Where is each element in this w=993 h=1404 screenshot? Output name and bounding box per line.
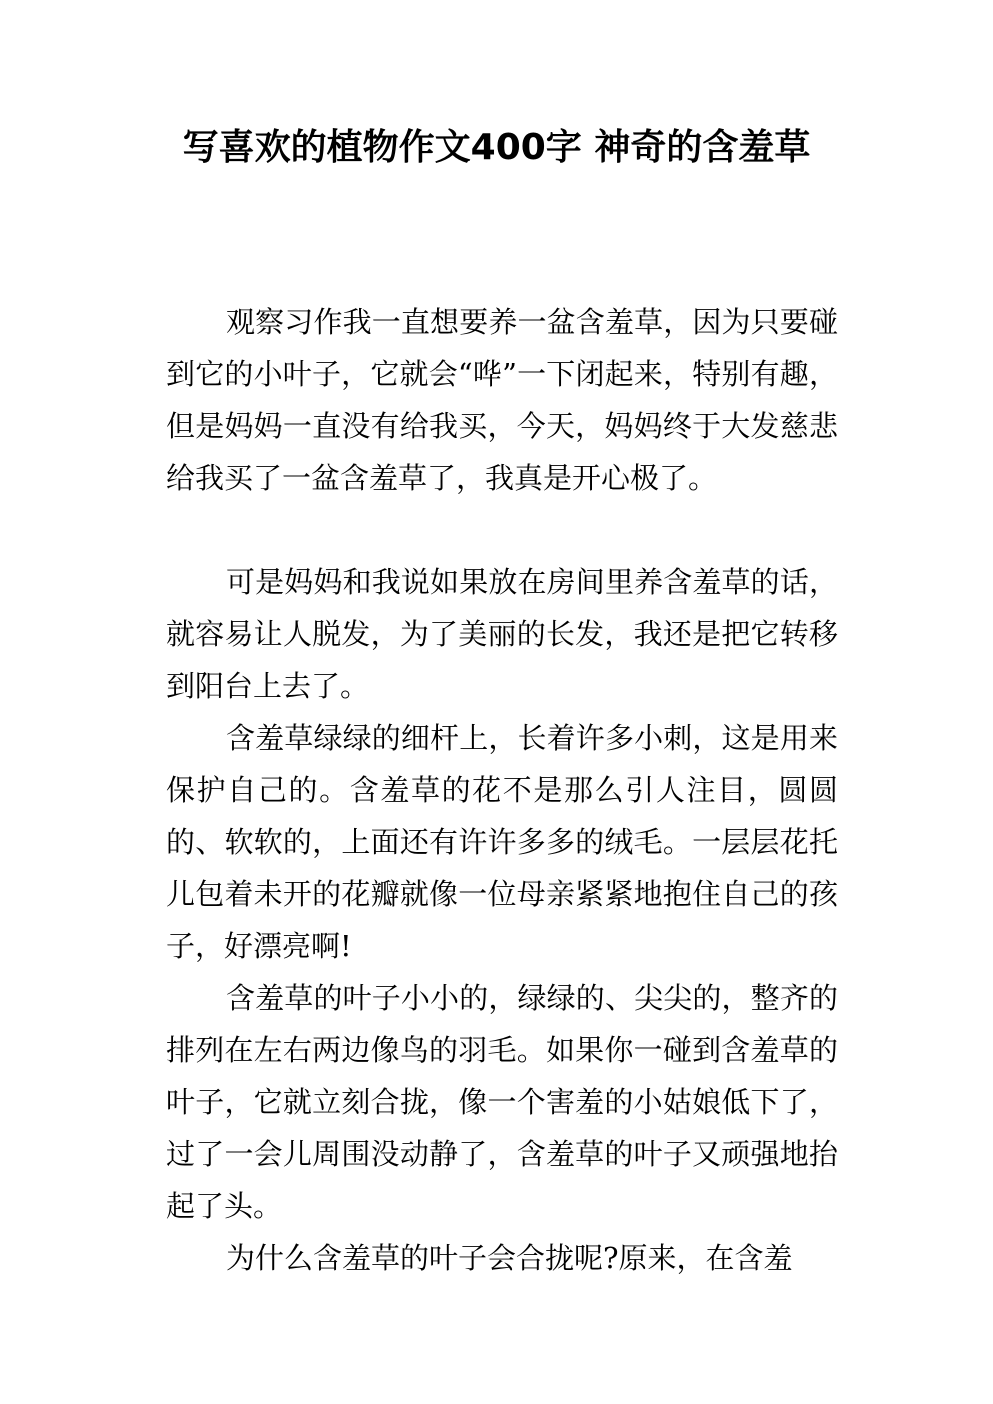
paragraph-2: 可是妈妈和我说如果放在房间里养含羞草的话，就容易让人脱发，为了美丽的长发，我还是把它转移到阳台上去了。 bbox=[166, 565, 838, 703]
paragraph-4: 含羞草的叶子小小的，绿绿的、尖尖的，整齐的排列在左右两边像鸟的羽毛。如果你一碰到含羞草的叶子，它就立刻合拢，像一个害羞的小姑娘低下了，过了一会儿周围没动静了，含羞草的叶子又顽强地抬起了头。 bbox=[166, 981, 838, 1223]
paragraph-spacer bbox=[166, 504, 838, 556]
paragraph-1: 观察习作我一直想要养一盆含羞草，因为只要碰到它的小叶子，它就会“哗”一下闭起来，特别有趣，但是妈妈一直没有给我买，今天，妈妈终于大发慈悲给我买了一盆含羞草了，我真是开心极了。 bbox=[166, 305, 838, 495]
paragraph-3: 含羞草绿绿的细杆上，长着许多小刺，这是用来保护自己的。含羞草的花不是那么引人注目，圆圆的、软软的，上面还有许许多多的绒毛。一层层花托儿包着未开的花瓣就像一位母亲紧紧地抱住自己的孩子，好漂亮啊! bbox=[166, 721, 838, 963]
document-title: 写喜欢的植物作文400字 神奇的含羞草 bbox=[182, 127, 811, 168]
paragraph-5: 为什么含羞草的叶子会合拢呢?原来，在含羞 bbox=[226, 1241, 793, 1275]
document-body bbox=[166, 296, 838, 1284]
